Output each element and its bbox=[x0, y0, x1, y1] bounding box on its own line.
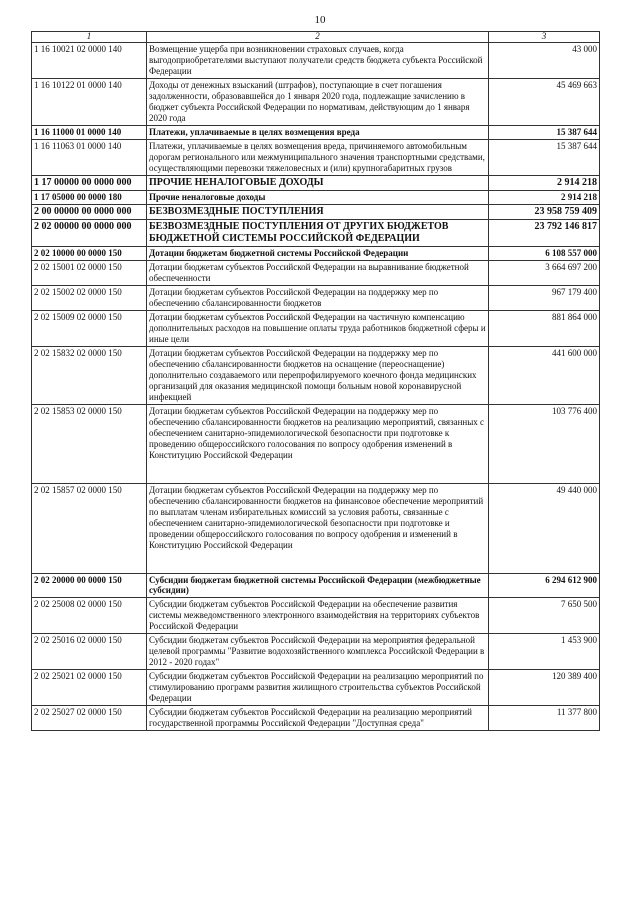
budget-code-cell: 1 17 05000 00 0000 180 bbox=[32, 190, 147, 204]
table-row bbox=[32, 483, 600, 573]
revenue-name-cell: Дотации бюджетам субъектов Российской Федерации на поддержку мер по обеспечению сбалансированности бюджетов на финансовое обеспечение мероприятий по выплатам членам избирательных комиссий за условия работы, связанные с обеспечением санитарно-эпидемиологической безопасности при подготовке и проведении общероссийского голосования по вопросу одобрения и изменений в Конституцию Российской Федерации bbox=[147, 483, 489, 573]
amount-cell: 11 377 800 bbox=[489, 706, 600, 731]
amount-cell: 3 664 697 200 bbox=[489, 261, 600, 286]
revenue-name-cell: Доходы от денежных взысканий (штрафов), поступающие в счет погашения задолженности, образовавшейся до 1 января 2020 года, подлежащие зачислению в бюджет субъекта Российской Федерации по нормативам, действующим до 1 января 2020 года bbox=[147, 78, 489, 125]
table-row bbox=[32, 125, 600, 139]
amount-cell: 7 650 500 bbox=[489, 598, 600, 634]
table-row bbox=[32, 311, 600, 347]
budget-code-cell: 2 02 00000 00 0000 000 bbox=[32, 219, 147, 246]
revenue-name-cell: Возмещение ущерба при возникновении страховых случаев, когда выгодоприобретателями выступают получатели средств бюджета субъекта Российской Федерации bbox=[147, 42, 489, 78]
revenue-name-cell: Дотации бюджетам субъектов Российской Федерации на поддержку мер по обеспечению сбалансированности бюджетов bbox=[147, 286, 489, 311]
revenue-name-cell: Субсидии бюджетам бюджетной системы Российской Федерации (межбюджетные субсидии) bbox=[147, 573, 489, 598]
table-row bbox=[32, 42, 600, 78]
revenue-name-cell: Субсидии бюджетам субъектов Российской Федерации на мероприятия федеральной целевой программы "Развитие водохозяйственного комплекса Российской Федерации в 2012 - 2020 годах" bbox=[147, 634, 489, 670]
budget-code-cell: 1 17 00000 00 0000 000 bbox=[32, 175, 147, 190]
amount-cell: 45 469 663 bbox=[489, 78, 600, 125]
revenue-name-cell: БЕЗВОЗМЕЗДНЫЕ ПОСТУПЛЕНИЯ bbox=[147, 204, 489, 219]
table-row bbox=[32, 190, 600, 204]
column-number-2: 2 bbox=[147, 32, 489, 43]
table-row bbox=[32, 347, 600, 405]
revenue-name-cell: Субсидии бюджетам субъектов Российской Федерации на реализацию мероприятий государственной программы Российской Федерации "Доступная среда" bbox=[147, 706, 489, 731]
budget-code-cell: 2 02 20000 00 0000 150 bbox=[32, 573, 147, 598]
budget-code-cell: 2 02 15857 02 0000 150 bbox=[32, 483, 147, 573]
budget-code-cell: 2 00 00000 00 0000 000 bbox=[32, 204, 147, 219]
amount-cell: 43 000 bbox=[489, 42, 600, 78]
revenue-name-cell: Субсидии бюджетам субъектов Российской Федерации на обеспечение развития системы межведомственного электронного взаимодействия на территориях субъектов Российской Федерации bbox=[147, 598, 489, 634]
revenue-name-cell: ПРОЧИЕ НЕНАЛОГОВЫЕ ДОХОДЫ bbox=[147, 175, 489, 190]
table-row bbox=[32, 286, 600, 311]
table-row bbox=[32, 261, 600, 286]
revenue-name-cell: Дотации бюджетам бюджетной системы Российской Федерации bbox=[147, 247, 489, 261]
table-row bbox=[32, 598, 600, 634]
revenue-name-cell: Субсидии бюджетам субъектов Российской Федерации на реализацию мероприятий по стимулированию программ развития жилищного строительства субъектов Российской Федерации bbox=[147, 670, 489, 706]
table-row bbox=[32, 175, 600, 190]
budget-code-cell: 1 16 10021 02 0000 140 bbox=[32, 42, 147, 78]
amount-cell: 120 389 400 bbox=[489, 670, 600, 706]
table-row bbox=[32, 634, 600, 670]
amount-cell: 967 179 400 bbox=[489, 286, 600, 311]
revenue-name-cell: Платежи, уплачиваемые в целях возмещения вреда bbox=[147, 125, 489, 139]
budget-code-cell: 2 02 25016 02 0000 150 bbox=[32, 634, 147, 670]
budget-code-cell: 2 02 25021 02 0000 150 bbox=[32, 670, 147, 706]
revenue-name-cell: Дотации бюджетам субъектов Российской Федерации на поддержку мер по обеспечению сбалансированности бюджетов на оснащение (переоснащение) дополнительно создаваемого или перепрофилируемого коечного фонда медицинских организаций для оказания медицинской помощи больным новой коронавирусной инфекцией bbox=[147, 347, 489, 405]
budget-code-cell: 2 02 15001 02 0000 150 bbox=[32, 261, 147, 286]
column-number-1: 1 bbox=[32, 32, 147, 43]
budget-code-cell: 2 02 15853 02 0000 150 bbox=[32, 404, 147, 483]
amount-cell: 1 453 900 bbox=[489, 634, 600, 670]
revenue-name-cell: Дотации бюджетам субъектов Российской Федерации на поддержку мер по обеспечению сбалансированности бюджетов на реализацию мероприятий, связанных с обеспечением санитарно-эпидемиологической безопасности при подготовке к проведению общероссийского голосования по вопросу одобрения изменений в Конституцию Российской Федерации bbox=[147, 404, 489, 483]
amount-cell: 881 864 000 bbox=[489, 311, 600, 347]
revenue-name-cell: Платежи, уплачиваемые в целях возмещения вреда, причиняемого автомобильным дорогам регионального или межмуниципального значения транспортными средствами, осуществляющими перевозки тяжеловесных и (или) крупногабаритных грузов bbox=[147, 139, 489, 175]
budget-code-cell: 2 02 15002 02 0000 150 bbox=[32, 286, 147, 311]
amount-cell: 49 440 000 bbox=[489, 483, 600, 573]
table-row bbox=[32, 204, 600, 219]
budget-code-cell: 2 02 10000 00 0000 150 bbox=[32, 247, 147, 261]
amount-cell: 441 600 000 bbox=[489, 347, 600, 405]
budget-code-cell: 1 16 11063 01 0000 140 bbox=[32, 139, 147, 175]
budget-code-cell: 2 02 15009 02 0000 150 bbox=[32, 311, 147, 347]
amount-cell: 6 294 612 900 bbox=[489, 573, 600, 598]
revenue-name-cell: Прочие неналоговые доходы bbox=[147, 190, 489, 204]
amount-cell: 23 958 759 409 bbox=[489, 204, 600, 219]
budget-code-cell: 2 02 15832 02 0000 150 bbox=[32, 347, 147, 405]
revenue-name-cell: БЕЗВОЗМЕЗДНЫЕ ПОСТУПЛЕНИЯ ОТ ДРУГИХ БЮДЖЕТОВ БЮДЖЕТНОЙ СИСТЕМЫ РОССИЙСКОЙ ФЕДЕРАЦИИ bbox=[147, 219, 489, 246]
column-number-row bbox=[32, 32, 600, 43]
table-row bbox=[32, 706, 600, 731]
revenue-name-cell: Дотации бюджетам субъектов Российской Федерации на частичную компенсацию дополнительных расходов на повышение оплаты труда работников бюджетной сферы и иные цели bbox=[147, 311, 489, 347]
budget-code-cell: 1 16 11000 01 0000 140 bbox=[32, 125, 147, 139]
revenue-table-body bbox=[32, 32, 600, 731]
revenue-name-cell: Дотации бюджетам субъектов Российской Федерации на выравнивание бюджетной обеспеченности bbox=[147, 261, 489, 286]
budget-code-cell: 1 16 10122 01 0000 140 bbox=[32, 78, 147, 125]
table-row bbox=[32, 404, 600, 483]
amount-cell: 103 776 400 bbox=[489, 404, 600, 483]
table-row bbox=[32, 78, 600, 125]
amount-cell: 2 914 218 bbox=[489, 190, 600, 204]
amount-cell: 15 387 644 bbox=[489, 125, 600, 139]
revenue-table bbox=[31, 31, 600, 731]
budget-code-cell: 2 02 25027 02 0000 150 bbox=[32, 706, 147, 731]
amount-cell: 2 914 218 bbox=[489, 175, 600, 190]
table-row bbox=[32, 219, 600, 246]
column-number-3: 3 bbox=[489, 32, 600, 43]
page-number: 10 bbox=[314, 14, 326, 26]
table-row bbox=[32, 573, 600, 598]
budget-code-cell: 2 02 25008 02 0000 150 bbox=[32, 598, 147, 634]
amount-cell: 6 108 557 000 bbox=[489, 247, 600, 261]
table-row bbox=[32, 247, 600, 261]
amount-cell: 23 792 146 817 bbox=[489, 219, 600, 246]
amount-cell: 15 387 644 bbox=[489, 139, 600, 175]
table-row bbox=[32, 139, 600, 175]
table-row bbox=[32, 670, 600, 706]
